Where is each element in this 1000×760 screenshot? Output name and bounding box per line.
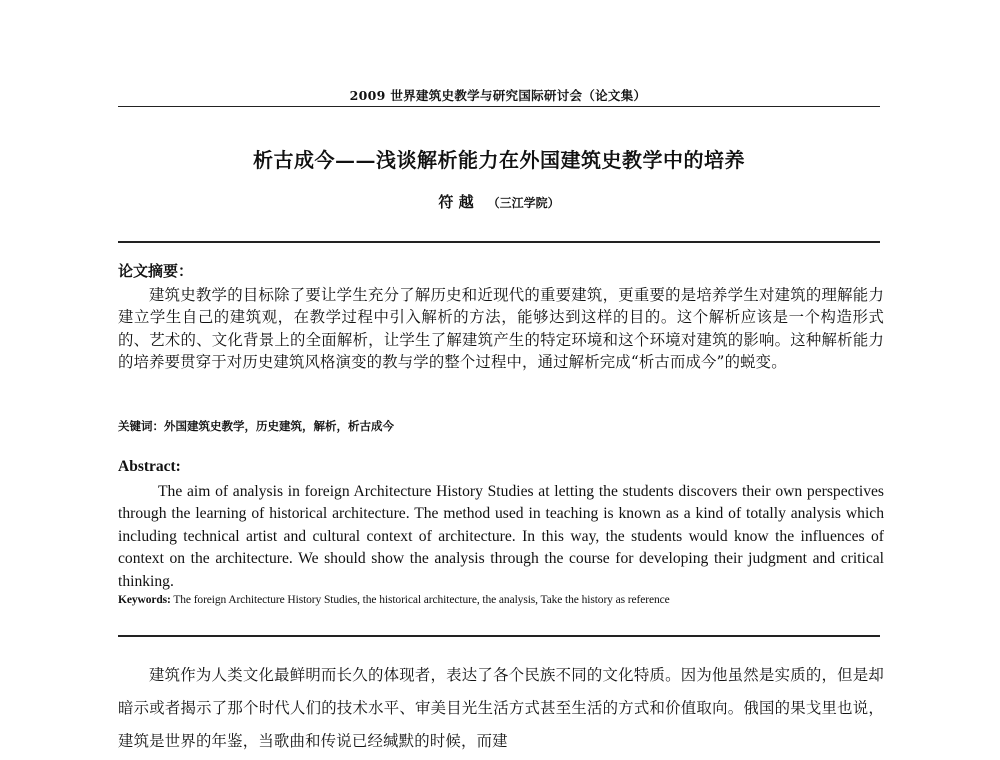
english-abstract-text: The aim of analysis in foreign Architecture History Studies at letting the students discovers their own perspectives through the learning of historical architecture. The method used in teaching is known as a kind of totally analysis which including technical artist and cultural context of architecture. In this way, the students would know the influences of context on the architecture. We should show the analysis through the course for developing their judgment and critical thinking.	[118, 483, 884, 590]
author-name: 符 越	[438, 193, 474, 211]
author-affiliation: （三江学院）	[487, 196, 560, 210]
author-line	[118, 191, 880, 212]
chinese-keywords: 关键词：外国建筑史教学，历史建筑，解析，析古成今	[118, 419, 394, 433]
running-header: 2009 世界建筑史教学与研究国际研讨会（论文集）	[349, 88, 647, 103]
abstract-rule	[118, 635, 880, 637]
english-keywords-text: The foreign Architecture History Studies, the historical architecture, the analysis, Take the history as reference	[173, 594, 670, 606]
english-keywords	[118, 594, 888, 606]
body-paragraph: 建筑作为人类文化最鲜明而长久的体现者，表达了各个民族不同的文化特质。因为他虽然是实质的，但是却暗示或者揭示了那个时代人们的技术水平、审美目光生活方式甚至生活的方式和价值取向。俄国的果戈里也说，建筑是世界的年鉴，当歌曲和传说已经缄默的时候，而建	[118, 666, 884, 750]
title-rule	[118, 241, 880, 243]
chinese-abstract-label: 论文摘要：	[118, 262, 194, 280]
english-keywords-label: Keywords:	[118, 594, 171, 606]
chinese-abstract-text: 建筑史教学的目标除了要让学生充分了解历史和近现代的重要建筑，更重要的是培养学生对建筑的理解能力建立学生自己的建筑观，在教学过程中引入解析的方法，能够达到这样的目的。这个解析应该是一个构造形式的、艺术的、文化背景上的全面解析，让学生了解建筑产生的特定环境和这个环境对建筑的影响。这种解析能力的培养要贯穿于对历史建筑风格演变的教与学的整个过程中，通过解析完成“析古而成今”的蜕变。	[118, 286, 884, 372]
english-abstract-label: Abstract:	[118, 458, 181, 475]
header-rule	[118, 106, 880, 107]
paper-title: 析古成今——浅谈解析能力在外国建筑史教学中的培养	[253, 148, 745, 172]
